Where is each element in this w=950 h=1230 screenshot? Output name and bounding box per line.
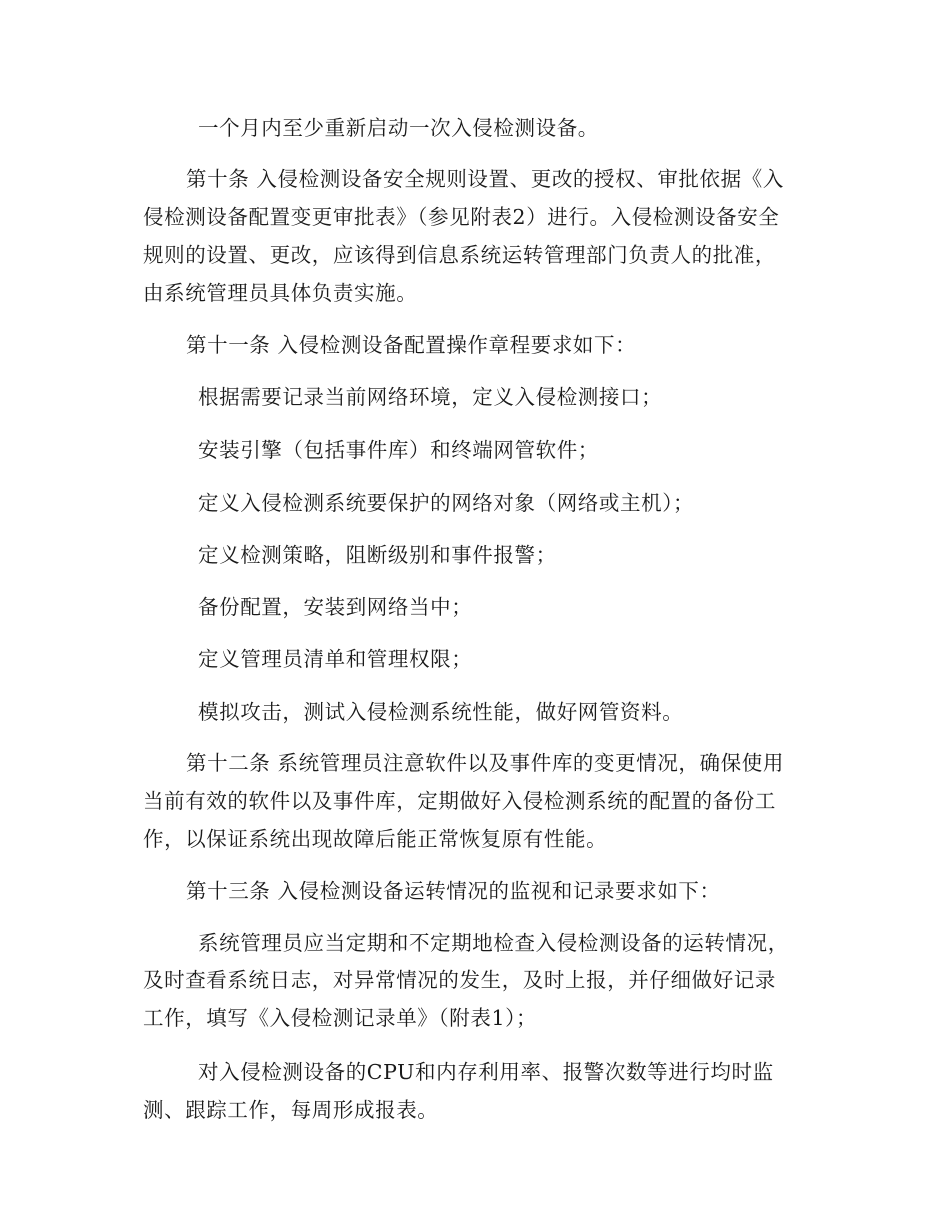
text-line: 备份配置，安装到网络当中；: [198, 595, 473, 619]
text-line: 第十一条 入侵检测设备配置操作章程要求如下：: [186, 333, 637, 357]
text-line: 第十三条 入侵检测设备运转情况的监视和记录要求如下：: [186, 879, 721, 903]
text-line: 根据需要记录当前网络环境，定义入侵检测接口；: [198, 385, 663, 409]
text-line: 定义管理员清单和管理权限；: [198, 647, 473, 671]
text-line: 系统管理员应当定期和不定期地检查入侵检测设备的运转情况，: [198, 931, 789, 955]
text-line: 侵检测设备配置变更审批表》（参见附表2）进行。入侵检测设备安全: [143, 205, 780, 229]
text-line: 当前有效的软件以及事件库，定期做好入侵检测系统的配置的备份工: [143, 789, 776, 813]
text-line: 作，以保证系统出现故障后能正常恢复原有性能。: [143, 827, 608, 851]
text-line: 由系统管理员具体负责实施。: [143, 281, 418, 305]
text-line: 定义检测策略，阻断级别和事件报警；: [198, 543, 557, 567]
text-line: 及时查看系统日志，对异常情况的发生，及时上报，并仔细做好记录: [143, 968, 776, 992]
text-line: 定义入侵检测系统要保护的网络对象（网络或主机）；: [198, 491, 695, 515]
text-line: 安装引擎（包括事件库）和终端网管软件；: [198, 438, 599, 462]
text-line: 一个月内至少重新启动一次入侵检测设备。: [198, 116, 599, 140]
text-line: 模拟攻击，测试入侵检测系统性能，做好网管资料。: [198, 700, 684, 724]
text-line: 对入侵检测设备的CPU和内存利用率、报警次数等进行均时监: [198, 1060, 774, 1084]
text-line: 测、跟踪工作，每周形成报表。: [143, 1098, 439, 1122]
text-line: 工作，填写《入侵检测记录单》（附表1）；: [143, 1006, 538, 1030]
text-line: 规则的设置、更改，应该得到信息系统运转管理部门负责人的批准，: [143, 243, 776, 267]
text-line: 第十条 入侵检测设备安全规则设置、更改的授权、审批依据《入: [186, 167, 784, 191]
text-line: 第十二条 系统管理员注意软件以及事件库的变更情况，确保使用: [186, 751, 784, 775]
